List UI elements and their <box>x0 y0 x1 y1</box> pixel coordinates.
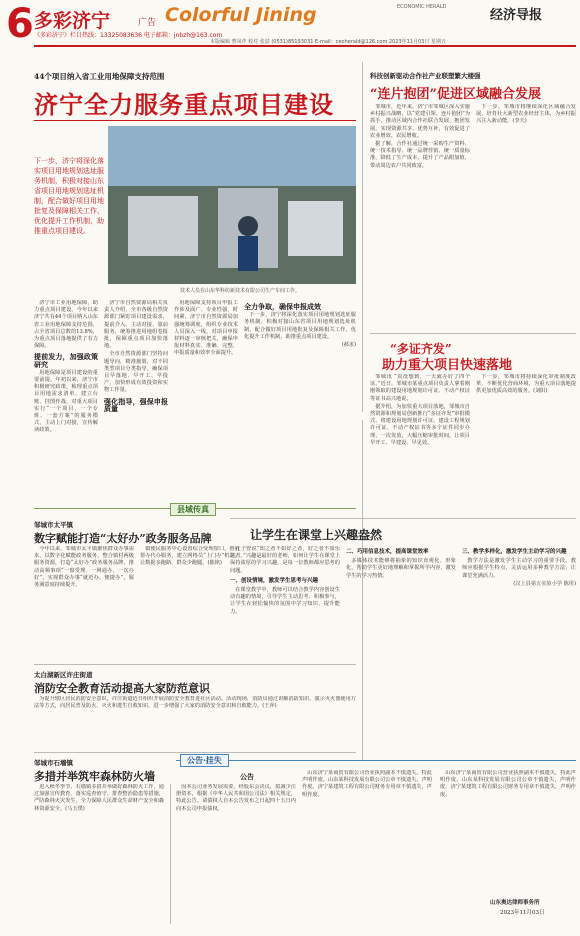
notice-rule <box>176 760 576 761</box>
lead-photo <box>108 126 356 284</box>
notice-tag: 公告·挂失 <box>180 754 229 767</box>
county-paragraph: 镇便民服务中心设置综合受理窗口，推行帮办代办服务，建立网格员“上门办”机制，让数据多跑路、群众少跑腿。(陈铭) <box>140 546 240 567</box>
education-paragraph: 在课堂教学中，教师可以结合教学内容创设生动有趣的情境，引导学生主动思考、积极参与，让学生在轻松愉快的氛围中学习知识、提升能力。 <box>230 587 340 615</box>
lead-rule <box>34 120 356 121</box>
lead-paragraph: 用地保障是项目建设的重要前提。年初以来，济宁市积极研究政策，梳理重点项目用地需求清单，建立台账、挂图作战，对重大项目实行“一个项目、一个专班、一套方案”的服务模式，主动上门对接，宣传解读政策。 <box>34 369 98 434</box>
notice-date: 2023年11月03日 <box>500 910 545 916</box>
lead-paragraph: 全市自然资源部门坚持问题导向，精准施策，对不同类型项目分类指导，确保项目早落地、早开工、早投产，加快形成有效投资和实物工作量。 <box>104 351 168 394</box>
county-headline-3: 多措并举筑牢森林防火墙 <box>34 770 155 783</box>
paper-name-en: ECONOMIC HERALD <box>397 4 447 10</box>
ad-tag: 广告 <box>138 18 157 28</box>
education-paragraph: 孔子曾说“知之者不如好之者，好之者不如乐之者。”兴趣是最好的老师，如何让学生在课堂上保持浓厚的学习兴趣，是每一位教师都应思考的问题。 <box>230 546 340 574</box>
right-top-col-1 <box>370 104 470 329</box>
notice-paragraph: 山东济宁某商贸有限公司营业执照副本不慎遗失，特此声明作废。山东某科技发展有限公司公章不慎遗失，声明作废。济宁某建筑工程有限公司财务专用章不慎遗失，声明作废。 <box>302 770 432 798</box>
education-subhead: 二、巧用信息技术，提高课堂效率 <box>346 549 429 555</box>
lead-subhead: 强化指导，强保申报质量 <box>104 396 168 413</box>
county-paragraph: 今年以来，邹城市太平镇聚焦群众办事需求，以数字化赋能政务服务，整合镇村两级服务资源，打造“太好办”政务服务品牌，推动高频事项“一窗受理、一网通办、一次办好”，实现群众办事“就近办、便捷办”，服务满意度持续提升。 <box>34 546 134 589</box>
right-mid-paragraph: 邹城讯 “真没想到，一天就办好了四个证。”近日，邹城市某重点项目负责人拿着刚刚领取的建设用地规划许可证、不动产权证等证书高兴地说。 <box>370 374 470 402</box>
lead-paragraph: 用地保障支持项目申报工作涉及面广、专业性强、时间紧。济宁市自然资源局加强统筹调度，组织专业技术人员深入一线，对项目申报材料逐一审核把关，确保申报材料真实、准确、完整，申报质量和效率全面提升。 <box>174 300 238 357</box>
county-headline-1: 数字赋能打造“太好办”政务服务品牌 <box>34 532 212 545</box>
right-mid-headline: 助力重大项目快速落地 <box>382 358 513 373</box>
section-hotline: 《多彩济宁》栏目热线：13325083636 电子邮箱：jnbzh@163.com <box>34 32 223 39</box>
notice-tag-label-2: 挂失 <box>205 755 222 765</box>
county-paragraph: 为提升辖区居民消防安全意识，许庄街道近日组织开展消防安全教育进社区活动。活动现场，消防员通过讲解消防知识、演示灭火器使用方法等方式，向居民普及防火、灭火和逃生自救知识，进一步增强了大家的消防安全意识和自救能力。(王萍) <box>34 696 356 710</box>
section-title-en: Colorful Jining <box>165 4 317 26</box>
page-number: 6 <box>6 1 34 47</box>
notice-paragraph: 山东济宁某商贸有限公司营业执照副本不慎遗失，特此声明作废。山东某科技发展有限公司公章不慎遗失，声明作废。济宁某建筑工程有限公司财务专用章不慎遗失，声明作废。 <box>440 770 576 798</box>
lead-subhead: 全力争取，确保申报成效 <box>244 302 321 311</box>
education-col-1 <box>230 546 340 756</box>
right-mid-paragraph: 下一步，邹城市将持续深化审批制度改革，不断优化营商环境，为重大项目落地提供更加优质高效的服务。(刘阳) <box>476 374 576 395</box>
education-subhead: 一、创设情境，激发学生思考与兴趣 <box>230 577 319 584</box>
education-byline: (汶上县第五实验小学 陈彤) <box>513 580 576 587</box>
lead-paragraph: 下一步，济宁将深化落实项目用地规划选址服务机制，积极对接山东省项目用地规划选址机制，配合做好项目用地批复及保障相关工作，优化提升工作机制，助推重点项目建设。 <box>244 312 356 340</box>
right-top-headline: “连片抱团”促进区域融合发展 <box>370 87 541 102</box>
county-headline-2: 消防安全教育活动提高大家防范意识 <box>34 682 210 695</box>
right-mid-paragraph: 据介绍，为加快重大项目落地，邹城市自然资源和规划局创新推行“多证齐发”审批模式，将建设用地规划许可证、建设工程规划许可证、不动产权证书等多个证件同步办理、一次发放，大幅压缩审批时间，让项目早开工、早建设、早见效。 <box>370 403 470 446</box>
county-dateline-3: 邹城市石墙镇 <box>34 759 73 767</box>
right-top-kicker: 科技创新驱动合作社产业联塑繁大楼强 <box>370 72 481 80</box>
edition-info: 本版编辑 曹凤芹 校对 张喆 (0531)85193031 E-mail：ceoherald@126.com 2023年11月03日 星期五 <box>210 39 446 45</box>
education-headline: 让学生在课堂上兴趣盎然 <box>250 528 383 542</box>
county-news-tag: 县域传真 <box>170 503 216 516</box>
notice-col-3 <box>440 770 576 890</box>
right-mid-col-1 <box>370 374 470 514</box>
notice-title: 公告 <box>240 772 254 781</box>
county-dateline-2: 太白湖新区许庄街道 <box>34 671 93 679</box>
column-divider <box>170 784 171 924</box>
education-subhead: 三、教学多样化，激发学生主动学习的兴趣 <box>462 549 567 555</box>
lead-byline: (郝求) <box>341 342 356 349</box>
notice-paragraph: 因本公司业务发展需要，经股东会决议，拟减少注册资本，根据《中华人民共和国公司法》相关规定，特此公告。请债权人自本公告发布之日起四十五日内向本公司申报债权。 <box>176 784 296 812</box>
right-mid-kicker: “多证齐发” <box>390 342 452 356</box>
section-title-cn: 多彩济宁 <box>34 10 111 32</box>
notice-tag-label: 公告 <box>187 755 203 765</box>
page-header <box>0 0 580 58</box>
header-rule <box>34 45 576 47</box>
paper-name-cn: 经济导报 <box>490 8 543 23</box>
county-col-1 <box>34 546 134 656</box>
notice-col-1 <box>176 784 296 924</box>
education-col-3 <box>462 546 576 756</box>
education-col-2 <box>346 546 456 756</box>
education-paragraph: 教学方法是激发学生主动学习的重要手段。教师应根据学生特点，灵活运用多种教学方法，让课堂充满活力。 <box>462 558 576 579</box>
county-col-4 <box>34 784 164 924</box>
right-top-paragraph: 据了解，合作社通过统一采购生产资料、统一技术指导、统一品牌营销、统一质量标准，降低了生产成本，提升了产品附加值，带动周边农户共同致富。 <box>370 141 470 169</box>
notice-org: 山东奥达律师事务所 <box>490 900 540 906</box>
factory-photo-icon <box>108 126 356 284</box>
right-top-paragraph: 下一步，邹城市将继续深化区域融合发展，培育壮大新型农业经营主体，为乡村振兴注入新动能。(李天) <box>476 104 576 125</box>
right-top-col-2 <box>476 104 576 329</box>
lead-kicker: 44个项目纳入省工业用地保障支持范围 <box>34 72 165 81</box>
right-top-paragraph: 邹城市，近年来，济宁市邹城区深入实施乡村振兴战略，以“党建引领、连片抱团”为抓手，推动区域内合作社联合发展、抱团发展，实现资源共享、优势互补，有效促进了农业增效、农民增收。 <box>370 104 470 139</box>
lead-photo-caption: 技术人员在山东华科纺新技术有限公司生产车间工作。 <box>180 288 301 294</box>
lead-subhead: 提前发力，加强政策研究 <box>34 352 98 369</box>
column-divider <box>362 62 363 412</box>
right-mid-col-2 <box>476 374 576 514</box>
education-paragraph: 多媒体技术能够将抽象的知识直观化、形象化，帮助学生更好地理解和掌握所学内容，激发学生的学习热情。 <box>346 558 456 579</box>
lead-headline: 济宁全力服务重点项目建设 <box>34 90 334 119</box>
county-dateline-1: 邹城市太平镇 <box>34 521 73 529</box>
lead-paragraph: 济宁市自然资源局相关负责人介绍，全市各级自然资源部门紧盯项目建设需求，提前介入、主动对接、靠前服务，统筹推进用地组卷报批，保障重点项目加快落地。 <box>104 300 168 350</box>
notice-col-2 <box>302 770 432 924</box>
county-paragraph: 进入秋冬季节，石墙镇多措并举做好森林防火工作，通过加强宣传教育、落实巡查值守、排查整治隐患等措施，严防森林火灾发生，全力保障人民群众生命财产安全和森林资源安全。(马玉璞) <box>34 784 164 812</box>
lead-paragraph: 济宁市工业用地保障，助力重点项目建设。今年以来济宁共有44个项目纳入山东省工业用地保障支持范围，占全省项目总数的13.8%，为重点项目落地提供了有力保障。 <box>34 300 98 350</box>
section-divider <box>370 333 576 334</box>
section-divider <box>230 518 576 519</box>
lead-pull-quote: 下一步，济宁将深化落实项目用地规划选址服务机制，积极对接山东省项目用地规划选址机制，配合做好项目用地批复及保障相关工作，优化提升工作机制，助推重点项目建设。 <box>34 157 104 235</box>
county-col-2 <box>140 546 240 656</box>
